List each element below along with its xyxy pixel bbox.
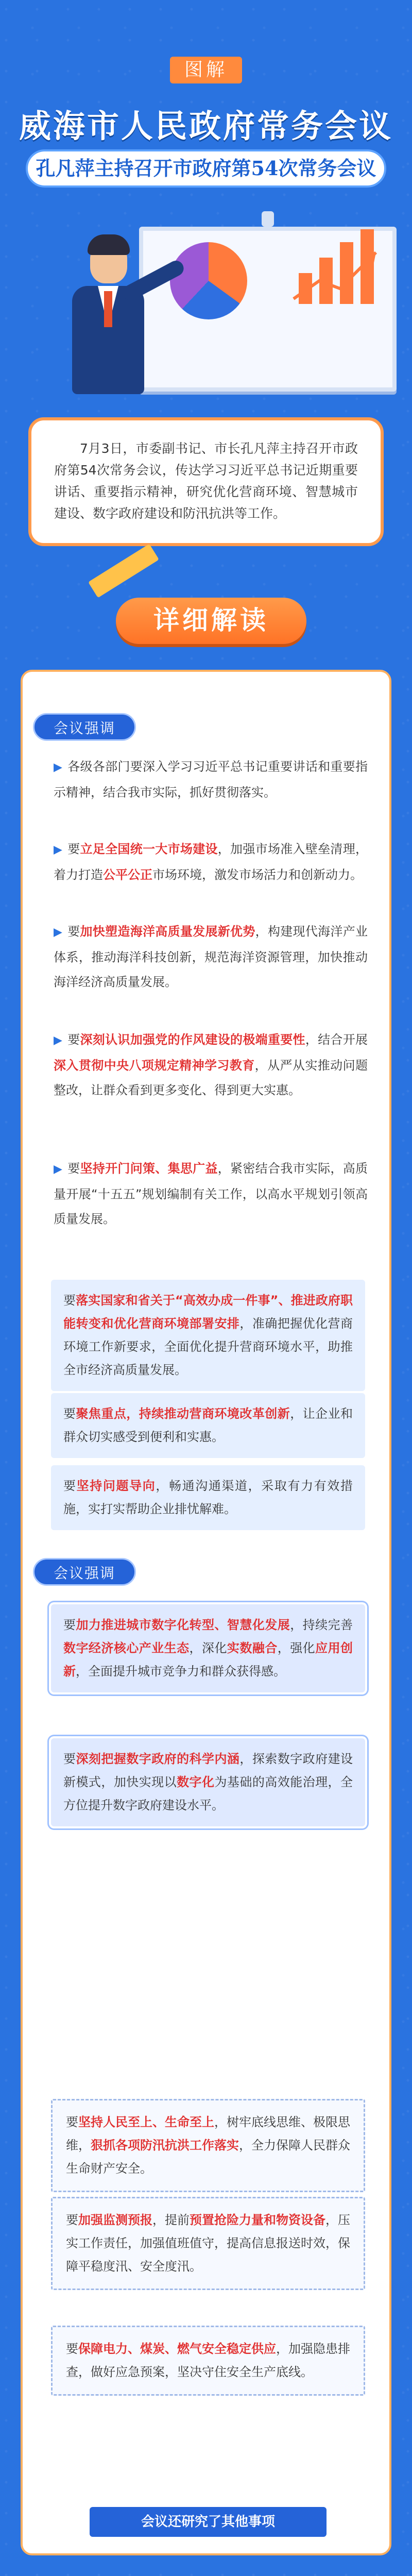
page-subtitle: 孔凡萍主持召开市政府第54次常务会议 (26, 149, 386, 188)
info-box: 要聚焦重点，持续推动营商环境改革创新，让企业和群众切实感受到便利和实惠。 (51, 1393, 365, 1458)
presenter-tie (104, 291, 112, 327)
page-title: 威海市人民政府常务会议 (19, 107, 393, 145)
pie-chart-icon (170, 242, 247, 319)
pencil-icon (88, 544, 159, 598)
board-hanger (262, 211, 274, 227)
info-box: 要加力推进城市数字化转型、智慧化发展，持续完善数字经济核心产业生态，深化实数融合，强化应用创新，全面提升城市竞争力和群众获得感。 (51, 1604, 365, 1692)
list-item: ▶ 要加快塑造海洋高质量发展新优势，构建现代海洋产业体系，推动海洋科技创新，规范海洋资源管理，加快推动海洋经济高质量发展。 (54, 924, 368, 989)
info-box: 要坚持人民至上、生命至上，树牢底线思维、极限思维，狠抓各项防汛抗洪工作落实，全力保障人民群众生命财产安全。 (51, 2099, 365, 2192)
content-panel (21, 670, 391, 2555)
list-item: ▶ 要坚持开门问策、集思广益，紧密结合我市实际，高质量开展“十五五”规划编制有关工作，以高水平规划引领高质量发展。 (54, 1161, 368, 1226)
list-item: ▶ 各级各部门要深入学习习近平总书记重要讲话和重要指示精神，结合我市实际，抓好贯彻落实。 (54, 759, 368, 800)
presenter-hair (88, 234, 130, 255)
info-box: 要加强监测预报，提前预置抢险力量和物资设备，压实工作责任，加强值班值守，提高信息报送时效，保障平稳度汛、安全度汛。 (51, 2197, 365, 2290)
info-box: 要落实国家和省关于“高效办成一件事”、推进政府职能转变和优化营商环境部署安排，准确把握优化营商环境工作新要求，全面优化提升营商环境水平，助推全市经济高质量发展。 (51, 1280, 365, 1391)
list-item: ▶ 要立足全国统一大市场建设，加强市场准入壁垒清理，着力打造公平公正市场环境，激发市场活力和创新动力。 (54, 842, 368, 882)
info-box: 要坚持问题导向，畅通沟通渠道，采取有力有效措施，实打实帮助企业排忧解难。 (51, 1465, 365, 1530)
section-pill: 会议强调 (33, 1558, 136, 1586)
intro-card: 7月3日，市委副书记、市长孔凡萍主持召开市政府第54次常务会议，传达学习习近平总书记近期重要讲话、重要指示精神，研究优化营商环境、智慧城市建设、数字政府建设和防汛抗洪等工作。 (28, 417, 384, 546)
list-item: ▶ 要深刻认识加强党的作风建设的极端重要性，结合开展深入贯彻中央八项规定精神学习教育，从严从实推动问题整改，让群众看到更多变化、得到更大实惠。 (54, 1032, 368, 1097)
section-pill: 会议强调 (33, 713, 136, 741)
detail-banner: 详细解读 (116, 598, 306, 644)
info-box: 要保障电力、煤炭、燃气安全稳定供应，加强隐患排查，做好应急预案，坚决守住安全生产底线。 (51, 2326, 365, 2396)
footer-note: 会议还研究了其他事项 (90, 2507, 327, 2537)
info-box: 要深刻把握数字政府的科学内涵，探索数字政府建设新模式，加快实现以数字化为基础的高效能治理，全方位提升数字政府建设水平。 (51, 1738, 365, 1826)
header (0, 0, 412, 412)
graphic-tag: 图解 (170, 57, 242, 83)
